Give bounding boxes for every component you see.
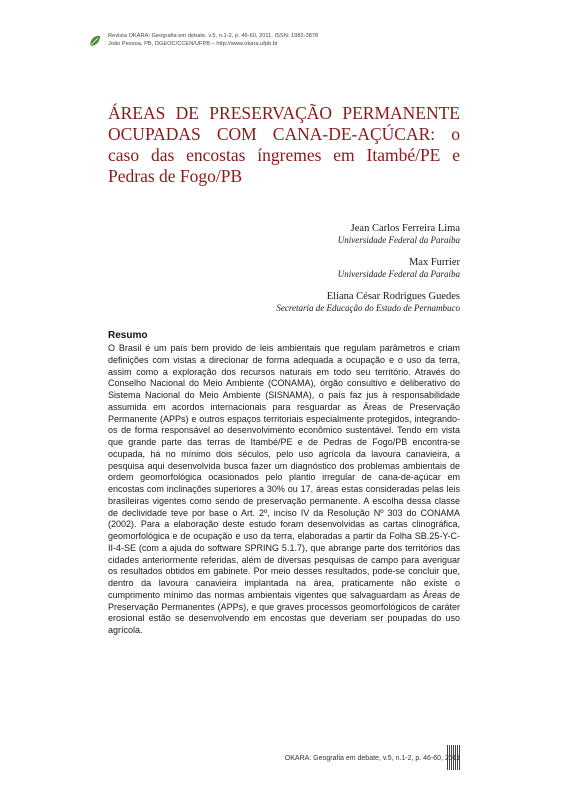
abstract-body: O Brasil é um país bem provido de leis ambientais que regulam parâmetros e criam definições com vistas a direcionar de forma adequada a ocupação e o uso da terra, assim como a exploração dos recursos naturais em todo seu território. Através do Conselho Nacional do Meio Ambiente (CONAMA), órgão consultivo e deliberativo do Sistema Nacional do Meio Ambiente (SISNAMA), o país faz jus à responsabilidade assumida em acordos internacionais para resguardar as Áreas de Preservação Permanente (APPs) e outros espaços territoriais especialmente protegidos, integrando-os de forma responsável ao desenvolvimento econômico sustentável. Tendo em vista que grande parte das terras de Itambé/PE e de Pedras de Fogo/PB encontra-se ocupada, há no mínimo dois séculos, pelo uso agrícola da lavoura canavieira, a pesquisa aqui desenvolvida busca fazer um diagnóstico dos problemas ambientais de ordem geomorfológica ocasionados pelo plantio irregular de cana-de-açúcar em encostas com inclinações superiores a 30% ou 17, áreas estas consideradas pelas leis brasileiras vigentes como sendo de preservação permanente. A escolha dessa classe de declividade teve por base o Art. 2º, inciso IV da Resolução Nº 303 do CONAMA (2002). Para a elaboração deste estudo foram desenvolvidas as cartas clinográfica, geomorfológica e de ocupação e uso da terra, elaboradas a partir da Folha SB.25-Y-C-II-4-SE (com a ajuda do software SPRING 5.1.7), que abrange parte dos territórios das cidades anteriormente referidas, além de diversas pesquisas de campo para averiguar os resultados obtidos em gabinete. Por meio desses resultados, pode-se concluir que, dentro da lavoura canavieira implantada na área, praticamente não existe o cumprimento mínimo das normas ambientais vigentes que salvaguardam as Áreas de Preservação Permanentes (APPs), e que graves processos geomorfológicos de caráter erosional estão se desenvolvendo em encostas que deveriam ser poupadas do uso agrícola. [108,343,460,635]
author-block [276,290,460,314]
abstract-section [108,329,460,637]
author-affiliation: Universidade Federal da Paraíba [337,269,460,279]
header-publisher-line: João Pessoa, PB, DGEOC/CCEN/UFPB – http://www.okara.ufpb.br [108,40,278,47]
author-affiliation: Secretaria de Educação do Estado de Pernambuco [276,303,460,313]
article-title: ÁREAS DE PRESERVAÇÃO PERMANENTE OCUPADAS COM CANA-DE-AÇÚCAR: o caso das encostas íngremes em Itambé/PE e Pedras de Fogo/PB [108,103,460,186]
author-block [276,222,460,246]
author-name: Max Furrier [408,257,460,268]
author-name: Jean Carlos Ferreira Lima [350,223,460,234]
page-footer: OKARA: Geografia em debate, v.5, n.1-2, p. 46-60, 2011 [284,755,460,762]
author-block [276,256,460,280]
journal-header [108,33,468,48]
header-citation-line: Revista OKARA: Geografia em debate, v.5, n.1-2, p. 46-60, 2011. ISSN: 1982-3878 [108,33,319,39]
author-affiliation: Universidade Federal da Paraíba [337,235,460,245]
author-list [276,222,460,324]
okara-leaf-logo-icon [88,34,102,48]
author-name: Eliana César Rodrigues Guedes [326,291,460,302]
abstract-heading: Resumo [108,330,148,341]
